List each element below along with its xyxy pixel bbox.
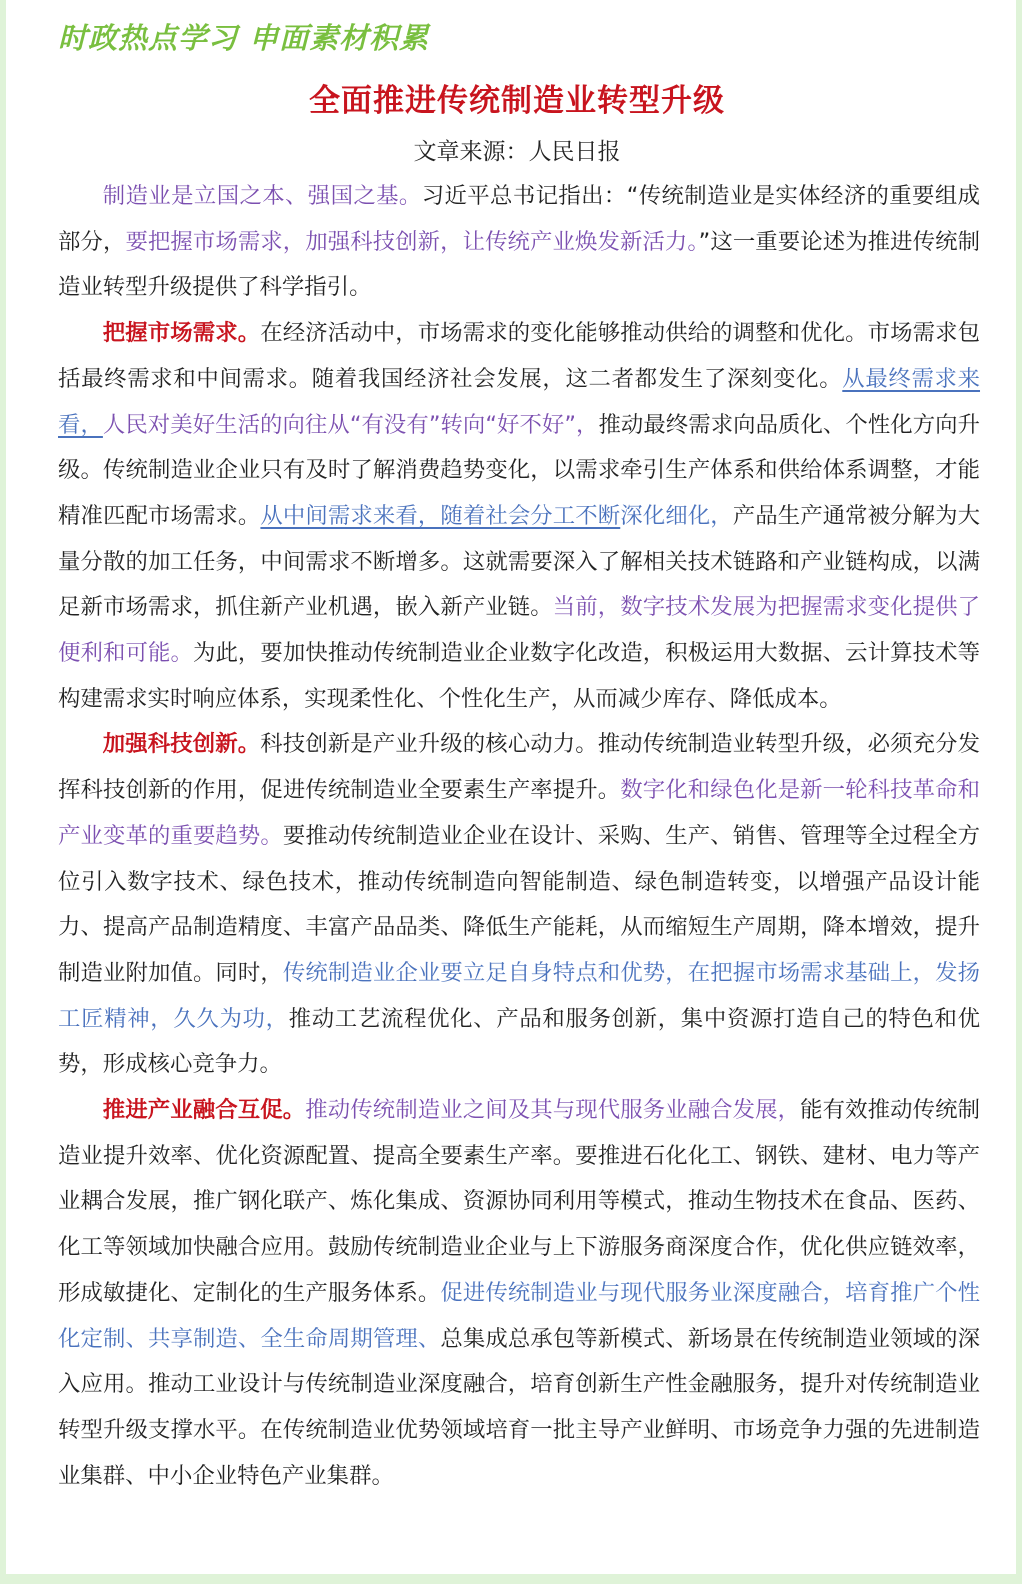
text-segment: 制造业是立国之本、强国之基。 bbox=[102, 183, 422, 209]
text-segment: 要把握市场需求，加强科技创新，让传统产业焕发新活力。 bbox=[125, 228, 699, 255]
text-segment: 要推动传统制造业企业在设计、采购、生产、销售、管理等全过程全方位引入数字技术、绿色技术，推动传统制造向智能制造、绿色制造转变，以增强产品设计能力、提高产品制造精度、丰富产品品类、降低生产能耗，从而缩短生产周期，降本增效，提升制造业附加值。同时， bbox=[58, 822, 981, 986]
section-lead: 把握市场需求。 bbox=[102, 320, 261, 347]
text-segment: 从中间需求来看，随着社会分工不断 bbox=[260, 502, 621, 529]
text-segment: 产品生产通常被分解为大量分散的加工任务，中间需求不断增多。这就需要深入了解相关技术链路和产业链构成，以满足新市场需求，抓住新产业机遇，嵌入新产业链。 bbox=[58, 502, 981, 621]
text-segment: 促进传统制造业与现代服务业深度融合，培育推广个性化定制、共享制造、全生命周期管理、 bbox=[58, 1279, 981, 1352]
text-segment: 总集成总承包等新模式、新场景在传统制造业领域的深入应用。推动工业设计与传统制造业深度融合，培育创新生产性金融服务，提升对传统制造业转型升级支撑水平。在传统制造业优势领域培育一批主导产业鲜明、市场竞争力强的先进制造业集群、中小企业特色产业集群。 bbox=[58, 1325, 981, 1489]
text-segment: 数字化和绿色化是新一轮科技革命和产业变革的重要趋势。 bbox=[58, 777, 981, 849]
text-segment: 在经济活动中，市场需求的变化能够推动供给的调整和优化。市场需求包括最终需求和中间需求。随着我国经济社会发展，这二者都发生了深刻变化。 bbox=[58, 320, 981, 392]
paragraph-market-demand bbox=[58, 311, 980, 722]
text-segment: ”这一重要论述为推进传统制造业转型升级提供了科学指引。 bbox=[58, 228, 980, 301]
text-segment: 推动工艺流程优化、产品和服务创新，集中资源打造自己的特色和优势，形成核心竞争力。 bbox=[58, 1005, 981, 1078]
text-segment: 推动传统制造业之间及其与现代服务业融合发展， bbox=[305, 1097, 801, 1124]
text-segment: 科技创新是产业升级的核心动力。推动传统制造业转型升级，必须充分发挥科技创新的作用，促进传统制造业全要素生产率提升。 bbox=[58, 731, 981, 804]
article-body bbox=[58, 174, 980, 1499]
header-tag: 时政热点学习 申面素材积累 bbox=[58, 21, 430, 55]
text-segment: 深化细化， bbox=[620, 502, 733, 529]
text-segment: 从最终需求来看， bbox=[58, 365, 981, 438]
text-segment: 传统制造业企业要立足自身特点和优势，在把握市场需求基础上，发扬工匠精神，久久为功， bbox=[58, 959, 981, 1032]
section-lead: 加强科技创新。 bbox=[102, 731, 261, 758]
paragraph-intro bbox=[58, 174, 980, 311]
article-title: 全面推进传统制造业转型升级 bbox=[309, 83, 725, 119]
text-segment: 人民对美好生活的向往从“有没有”转向“好不好”， bbox=[102, 411, 599, 438]
text-segment: 当前，数字技术发展为把握需求变化提供了便利和可能。 bbox=[58, 594, 981, 667]
text-segment: 推动最终需求向品质化、个性化方向升级。传统制造业企业只有及时了解消费趋势变化，以需求牵引生产体系和供给体系调整，才能精准匹配市场需求。 bbox=[58, 411, 981, 529]
text-segment: 习近平总书记指出：“传统制造业是实体经济的重要组成部分， bbox=[58, 183, 980, 255]
section-lead: 推进产业融合互促。 bbox=[102, 1097, 306, 1124]
paragraph-industry-integration bbox=[58, 1088, 980, 1499]
article-source: 文章来源：人民日报 bbox=[413, 139, 621, 165]
text-segment: 为此，要加快推动传统制造业企业数字化改造，积极运用大数据、云计算技术等构建需求实时响应体系，实现柔性化、个性化生产，从而减少库存、降低成本。 bbox=[58, 640, 981, 712]
text-segment: 能有效推动传统制造业提升效率、优化资源配置、提高全要素生产率。要推进石化化工、钢铁、建材、电力等产业耦合发展，推广钢化联产、炼化集成、资源协同利用等模式，推动生物技术在食品、医药、化工等领域加快融合应用。鼓励传统制造业企业与上下游服务商深度合作，优化供应链效率，形成敏捷化、定制化的生产服务体系。 bbox=[58, 1097, 981, 1306]
paragraph-tech-innovation bbox=[58, 722, 980, 1088]
